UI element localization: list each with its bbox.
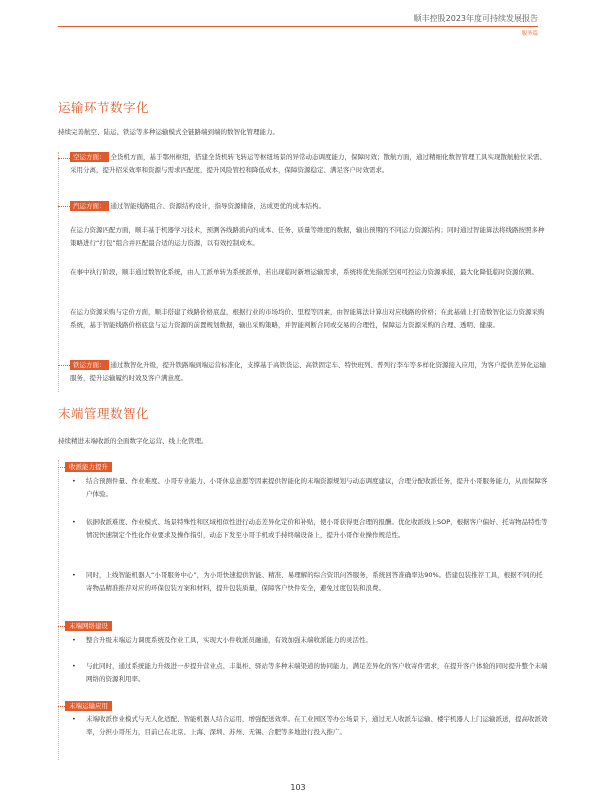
- paragraph-road-procurement: 在运力资源采购与定价方面，顺丰搭建了线路价格底盘，根据行业的市场均价、里程等因素，由智能算法计算出对应线路的价格；在此基础上打造数智化运力资源采购系统，基于智能线路价格底盘与运力资源的前置规划数据，输出采购策略，并智能判断合同或交易的合理性，保障运力资源采购的合理、透明、健康。: [70, 308, 545, 329]
- paragraph-road: [70, 200, 548, 213]
- connector-dots: [58, 365, 70, 366]
- connector-dots: [58, 626, 65, 627]
- timeline-bar: [58, 460, 59, 760]
- subheading-network-building: 末端网络建设: [65, 621, 112, 631]
- label-road: 汽运方面：: [70, 201, 109, 211]
- connector-dots: [58, 206, 70, 207]
- label-air: 空运方面：: [70, 152, 109, 162]
- subheading-transport-application: 末端运输应用: [65, 701, 112, 711]
- text-rail: 通过数智化升级，提升铁路端到端运营标准化，支撑基于高铁货运、高铁固定车、特快班列、普列行李车等多样化资源接入应用，为客户提供差异化运输服务，提升运输履约时效及客户满意度。: [70, 361, 546, 382]
- connector-dots: [58, 467, 65, 468]
- text-road: 通过智能线路组合、资源结构设计，指导资源储备，达成更优的成本结构。: [110, 202, 325, 210]
- connector-dots: [58, 158, 70, 159]
- subheading-delivery-capability: 收派能力提升: [65, 462, 112, 472]
- list-item: • 整合升级末端运力调度系统及作业工具，实现大小件收派员融通，有效加强末端收派能力的灵活性。: [72, 634, 548, 647]
- bullet-icon: •: [72, 715, 76, 723]
- page-number: 103: [290, 783, 306, 792]
- paragraph-road-execution: 在事中执行阶段，顺丰通过数智化系统，由人工派单转为系统派单，若出现临时新增运输需求，系统将优先指派空闲可控运力资源承接，最大化降低临时资源依赖。: [70, 268, 538, 276]
- paragraph-road-resource-matching: 在运力资源匹配方面，顺丰基于机器学习技术，预测各线路流向的成本、任务、质量等维度的数据，输出预期的不同运力资源结构；同时通过智能算法将线路按照多种策略进行“打包”组合并匹配最合适的运力资源，以有效控制成本。: [70, 226, 545, 247]
- list-item: • 同时，上线智能机器人“小哥服务中心”，为小哥快速提供智能、精准、易理解的综合资讯问答服务，系统回答准确率达90%。搭建包装推荐工具，根据不同的托寄物品精准推荐对应的环保包装方案和材料，提升包装质量，保障客户快件安全，避免过度包装和浪费。: [72, 571, 543, 592]
- section-heading-last-mile: 末端管理数智化: [58, 406, 150, 421]
- bullet-icon: •: [72, 477, 76, 485]
- timeline-bar: [58, 152, 59, 392]
- bullet-icon: •: [72, 636, 76, 644]
- paragraph-air: [70, 151, 548, 177]
- list-item: • 与此同时，通过系统能力升级进一步提升营业点、丰巢柜、驿站等多种末端渠道的协同能力，满足差异化的客户收寄件需求，在提升客户体验的同时提升整个末端网络的资源利用率。: [72, 662, 548, 683]
- bullet-icon: •: [72, 662, 76, 670]
- list-item: • 依据收派难度、作业模式、场景特殊性和区域相似性进行动态差异化定价和补贴，使小哥获得更合理的报酬。优化收派线上SOP，根据客户偏好、托寄物品特性等情况快速制定个性化作业要求及操作指引，动态下发至小哥手机或手持终端设备上，提升小哥作业操作规范性。: [72, 518, 548, 539]
- label-rail: 铁运方面：: [70, 360, 109, 370]
- header-divider: [58, 26, 538, 27]
- text-air: 全货机方面，基于鄂州枢纽，搭建全货机转飞转运等枢纽场景的异常动态调度能力，保障时效；散航方面，通过精细化数智管理工具实现散航舱位采需、采用分离，提升招采效率和资源与需求匹配度，提升风险管控和降低成本，保障资源稳定、满足客户时效需求。: [70, 153, 546, 174]
- report-title: 顺丰控股2023年度可持续发展报告: [413, 14, 538, 23]
- section-heading-transport: 运输环节数字化: [58, 100, 150, 115]
- connector-dots: [58, 706, 65, 707]
- bullet-icon: •: [72, 571, 76, 579]
- list-item: • 末端收派作业模式与无人化适配、智能机器人结合运用，增强配送效率。在工业园区等办公场景下，通过无人收派车运输、楼宇机器人上门运输派送，提高收派效率，分担小哥压力，目前已在北京、上海、深圳、苏州、无锡、合肥等多地进行投入推广。: [72, 715, 548, 736]
- section-intro-transport: 持续完善航空、陆运、铁运等多种运输模式全链路端到端的数智化管理能力。: [58, 128, 279, 136]
- section-intro-last-mile: 持续精进末端收派的全面数字化运营、线上化管理。: [58, 437, 208, 445]
- list-item: • 结合预测件量、作业难度、小哥专业能力、小哥休息意愿等因素提供智能化的末端资源规划与动态调度建议，合理分配收派任务，提升小哥服务能力，从而保障客户体验。: [72, 477, 548, 498]
- section-tag: 服务篇: [521, 31, 538, 37]
- paragraph-rail: [70, 359, 548, 385]
- bullet-icon: •: [72, 518, 76, 526]
